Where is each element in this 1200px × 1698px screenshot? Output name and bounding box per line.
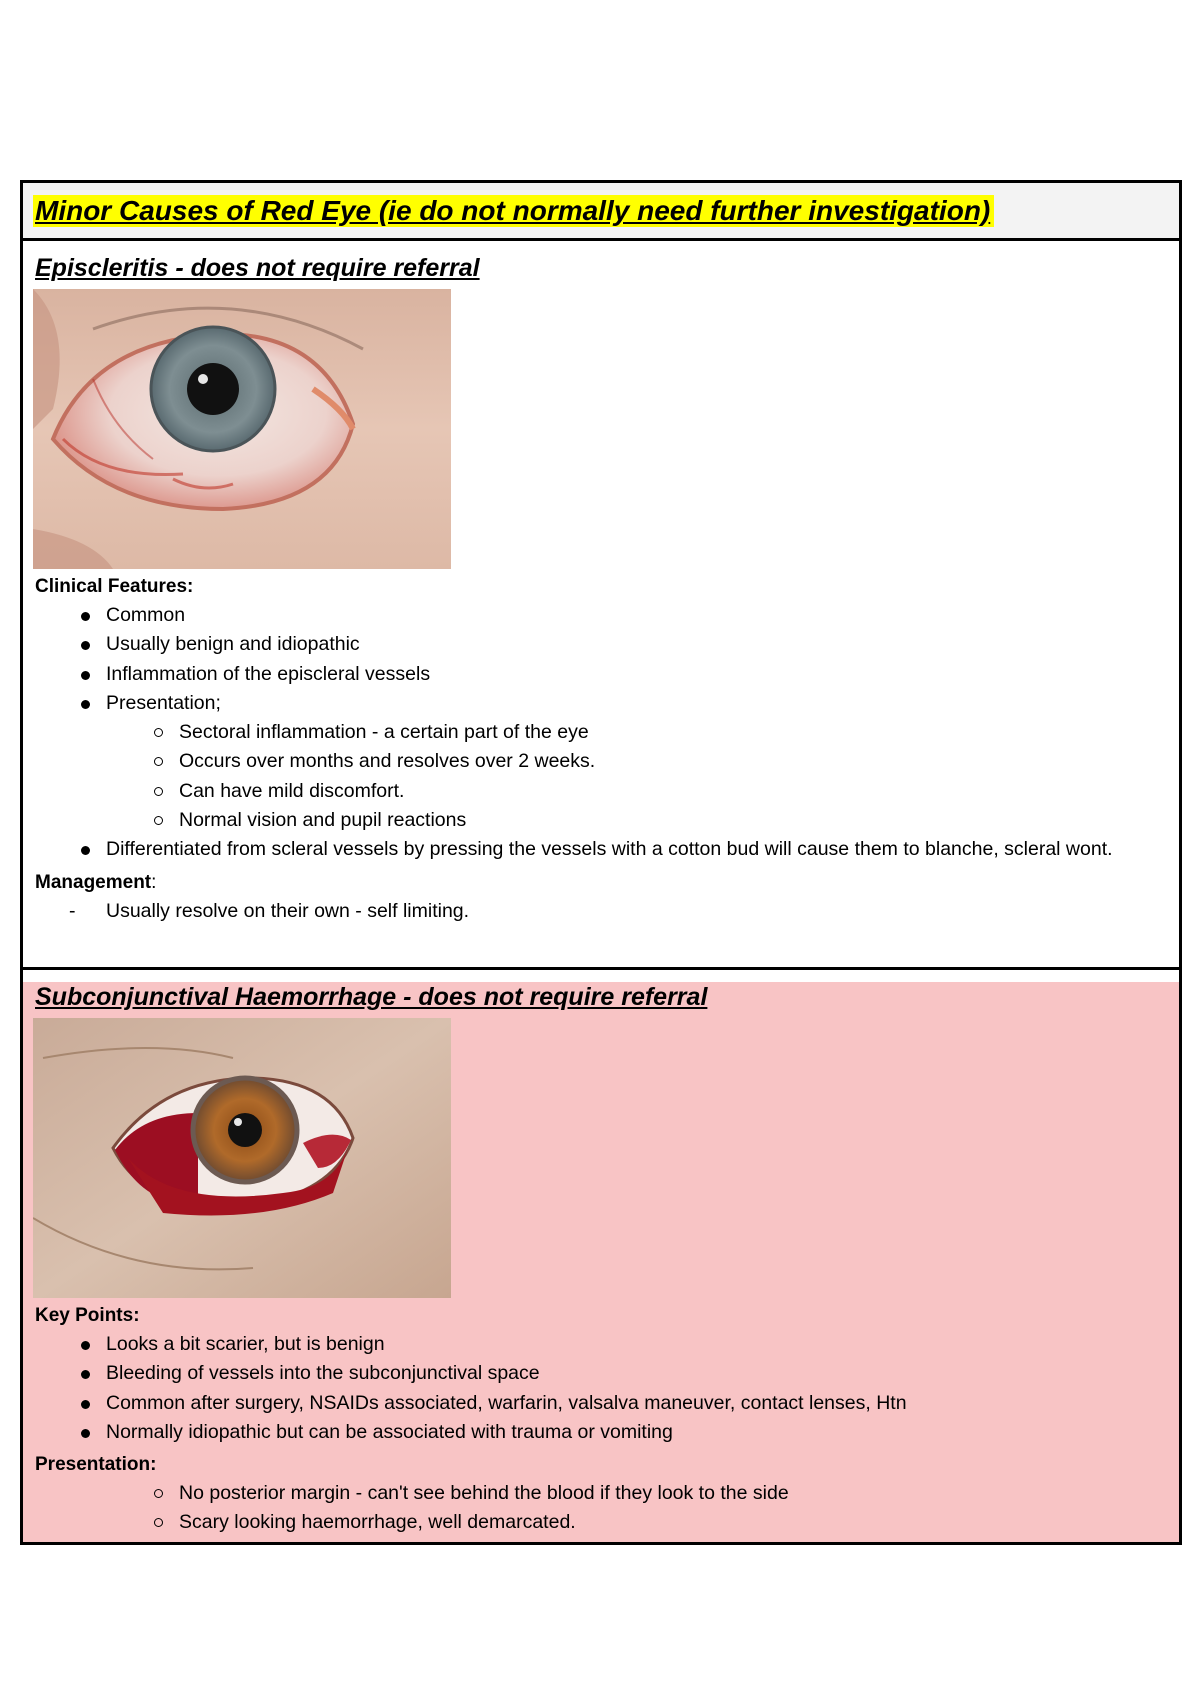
episcleritis-section [23,253,1179,970]
management-label-text: Management [35,871,152,893]
list-item: Normal vision and pupil reactions [154,806,1169,835]
clinical-features-label: Clinical Features: [35,576,194,597]
differentiated-list [33,835,1169,864]
list-item: Scary looking haemorrhage, well demarcated. [154,1508,1169,1537]
management-label [35,869,1169,897]
red-eye-table [20,180,1182,1545]
presentation-list [33,718,1169,835]
list-item: Occurs over months and resolves over 2 weeks. [154,747,1169,776]
subconjunctival-title: Subconjunctival Haemorrhage - does not require referral [35,983,708,1011]
list-item: Usually benign and idiopathic [81,630,1169,659]
list-item: Sectoral inflammation - a certain part of the eye [154,718,1169,747]
list-item: Normally idiopathic but can be associated with trauma or vomiting [81,1418,1169,1447]
key-points-label: Key Points: [35,1305,140,1326]
key-points-list [33,1330,1169,1447]
list-item: Can have mild discomfort. [154,777,1169,806]
list-item: Looks a bit scarier, but is benign [81,1330,1169,1359]
management-colon: : [151,871,157,893]
eye-photo-episcleritis-icon [33,289,451,569]
episcleritis-title: Episcleritis - does not require referral [35,254,480,282]
subconjunctival-section [23,982,1179,1542]
list-item: Common [81,601,1169,630]
list-item: - Usually resolve on their own - self limiting. [69,897,1169,926]
list-item: Differentiated from scleral vessels by pressing the vessels with a cotton bud will cause them to blanche, scleral wont. [81,835,1169,864]
clinical-features-list [33,601,1169,718]
haemorrhage-presentation-list [33,1479,1169,1538]
list-item: Bleeding of vessels into the subconjunctival space [81,1359,1169,1388]
page-title: Minor Causes of Red Eye (ie do not normally need further investigation) [33,195,994,227]
list-item: Inflammation of the episcleral vessels [81,660,1169,689]
presentation-label: Presentation: [35,1454,157,1476]
header-row [23,183,1179,241]
management-list [33,897,1169,926]
list-item: Common after surgery, NSAIDs associated, warfarin, valsalva maneuver, contact lenses, Htn [81,1389,1169,1418]
list-item: Presentation; [81,689,1169,718]
eye-photo-haemorrhage-icon [33,1018,451,1298]
list-item: No posterior margin - can't see behind the blood if they look to the side [154,1479,1169,1508]
